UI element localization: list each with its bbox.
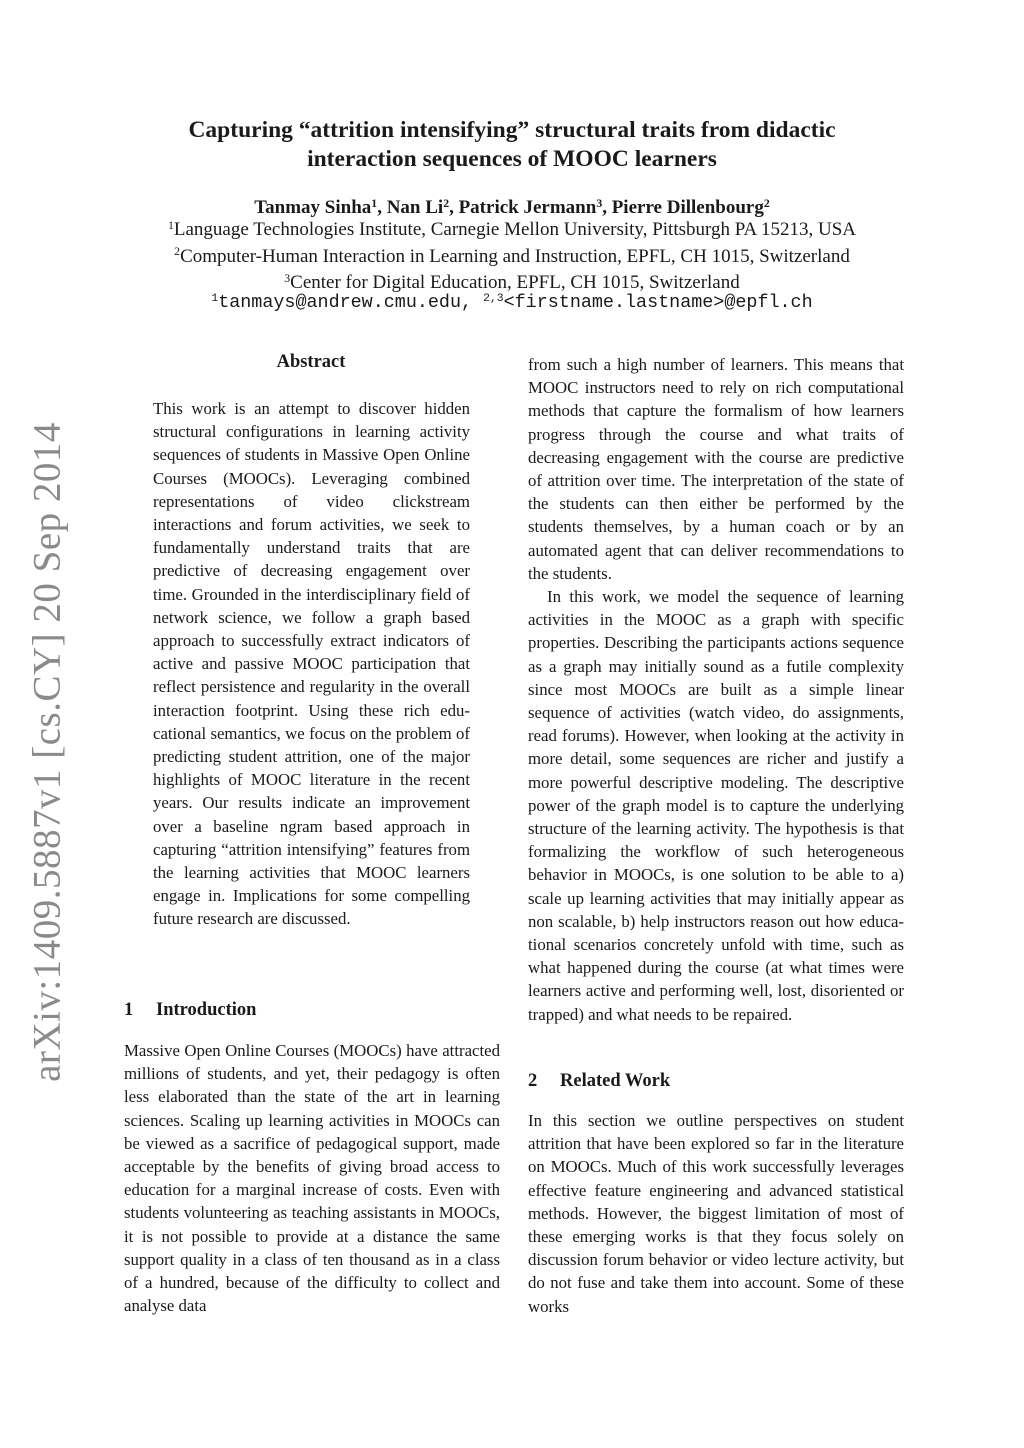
right-column-body [528, 353, 904, 1026]
affiliation-text: Center for Digital Education, EPFL, CH 1015, Switzerland [290, 272, 740, 293]
affiliation-line [110, 218, 914, 245]
introduction-paragraph: Massive Open Online Courses (MOOCs) have attracted millions of students, and yet, their pedagogy is often less elaborated than the state of the art in learning sciences. Scaling up learning activities in MOOCs can be viewed as a sacrifice of pedagogical support, made acceptable by the benefits of giving broad access to education for a marginal increase of costs. Even with students volunteering as teaching assistants in MOOCs, it is not possible to provide at a distance the same support quality in a class of ten thousand as in a class of a hundred, because of the difficulty to collect and analyse data [124, 1041, 500, 1316]
affiliation-mark: 3 [284, 271, 291, 285]
abstract-heading: Abstract [276, 352, 346, 372]
author-affil-mark: 1 [371, 196, 378, 210]
author-affil-mark: 2 [763, 196, 770, 210]
section-title: Related Work [560, 1071, 671, 1091]
email-mark: 1 [211, 292, 219, 305]
paper-title [140, 116, 884, 174]
introduction-paragraph-2: In this work, we model the sequence of learning activities in the MOOC as a graph with specific properties. Describing the participants actions sequence as a graph may initially sound as a futile complexity since most MOOCs are built as a simple linear sequence of activities (watch video, do assignments, read forums). However, when looking at the activity in more detail, some sequences are richer and justify a more powerful descriptive modeling. The descriptive power of the graph model is to capture the underlying structure of the learning activity. The hypothesis is that formalizing the workflow of such heterogeneous behavior in MOOCs, is one solution to be able to a) scale up learning activities that may initially appear as non scalable, b) help instructors reason out how educational scenarios concretely unfold with time, such as what happened during the course (at what times were learners active and performing well, lost, disoriented or trapped) and what needs to be repaired. [528, 587, 904, 1024]
section-title: Introduction [156, 1000, 257, 1020]
email-address: <firstname.lastname>@epfl.ch [503, 292, 813, 313]
arxiv-identifier-stamp: arXiv:1409.5887v1 [cs.CY] 20 Sep 2014 [25, 422, 69, 1082]
email-address: tanmays@andrew.cmu.edu, [218, 292, 473, 313]
contact-emails [110, 291, 914, 317]
introduction-continuation-paragraph: from such a high number of learners. This means that MOOC instructors need to rely on rich computational methods that capture the formalism of how learners progress through the course and what traits of decreasing engagement with the course are predictive of attrition over time. The interpretation of the state of the students can then either be performed by the students themselves, by a human coach or by an automated agent that can deliver recommendations to the students. [528, 355, 904, 583]
affiliation-line [110, 245, 914, 272]
affiliation-text: Language Technologies Institute, Carnegie Mellon University, Pittsburgh PA 15213, USA [173, 219, 856, 240]
section-number: 2 [528, 1071, 538, 1091]
author-name: Tanmay Sinha [254, 197, 372, 218]
abstract-paragraph: This work is an attempt to discover hidden structural configurations in learning activity sequences of students in Massive Open Online Courses (MOOCs). Leveraging combined representations of video clickstream interactions and forum activities, we seek to fundamentally understand traits that are predictive of decreasing engagement over time. Grounded in the interdisciplinary field of network science, we follow a graph based approach to successfully extract indicators of active and passive MOOC participation that reflect persistence and regularity in the overall interaction footprint. Using these rich educational semantics, we focus on the problem of predicting student attrition, one of the major highlights of MOOC literature in the recent years. Our results indicate an improvement over a baseline ngram based approach in capturing “attrition intensifying” features from the learning activities that MOOC learners engage in. Implications for some compelling future research are discussed. [153, 399, 470, 929]
author-affil-mark: 3 [596, 196, 603, 210]
introduction-body [124, 1039, 500, 1317]
affiliation-mark: 2 [174, 245, 181, 259]
section-heading-introduction [124, 1000, 256, 1021]
affiliation-list [110, 218, 914, 298]
related-work-paragraph: In this section we outline perspectives on student attrition that have been explored so far in the literature on MOOCs. Much of this work successfully leverages effective feature engineering and advanced statistical methods. However, the biggest limitation of most of these emerging works is that they focus solely on discussion forum behavior or video lecture activity, but do not fuse and take them into account. Some of these works [528, 1111, 904, 1316]
abstract-body [153, 397, 470, 931]
author-affil-mark: 2 [443, 196, 450, 210]
author-name: Nan Li [386, 197, 444, 218]
author-list: Tanmay Sinha$^1$, Nan Li$^2$, Patrick Jermann$^3$, Pierre Dillenbourg$^2$ [254, 196, 770, 218]
email-mark: 2,3 [483, 292, 504, 305]
author-name: Pierre Dillenbourg [611, 197, 764, 218]
section-number: 1 [124, 1000, 134, 1020]
related-work-body [528, 1109, 904, 1318]
title-line-2: interaction sequences of MOOC learners [307, 146, 717, 172]
affiliation-mark: 1 [168, 218, 174, 232]
affiliation-text: Computer-Human Interaction in Learning and Instruction, EPFL, CH 1015, Switzerland [180, 245, 850, 267]
title-line-1: Capturing “attrition intensifying” structural traits from didactic [188, 117, 836, 143]
section-heading-related-work [528, 1071, 670, 1092]
author-name: Patrick Jermann [458, 197, 597, 218]
